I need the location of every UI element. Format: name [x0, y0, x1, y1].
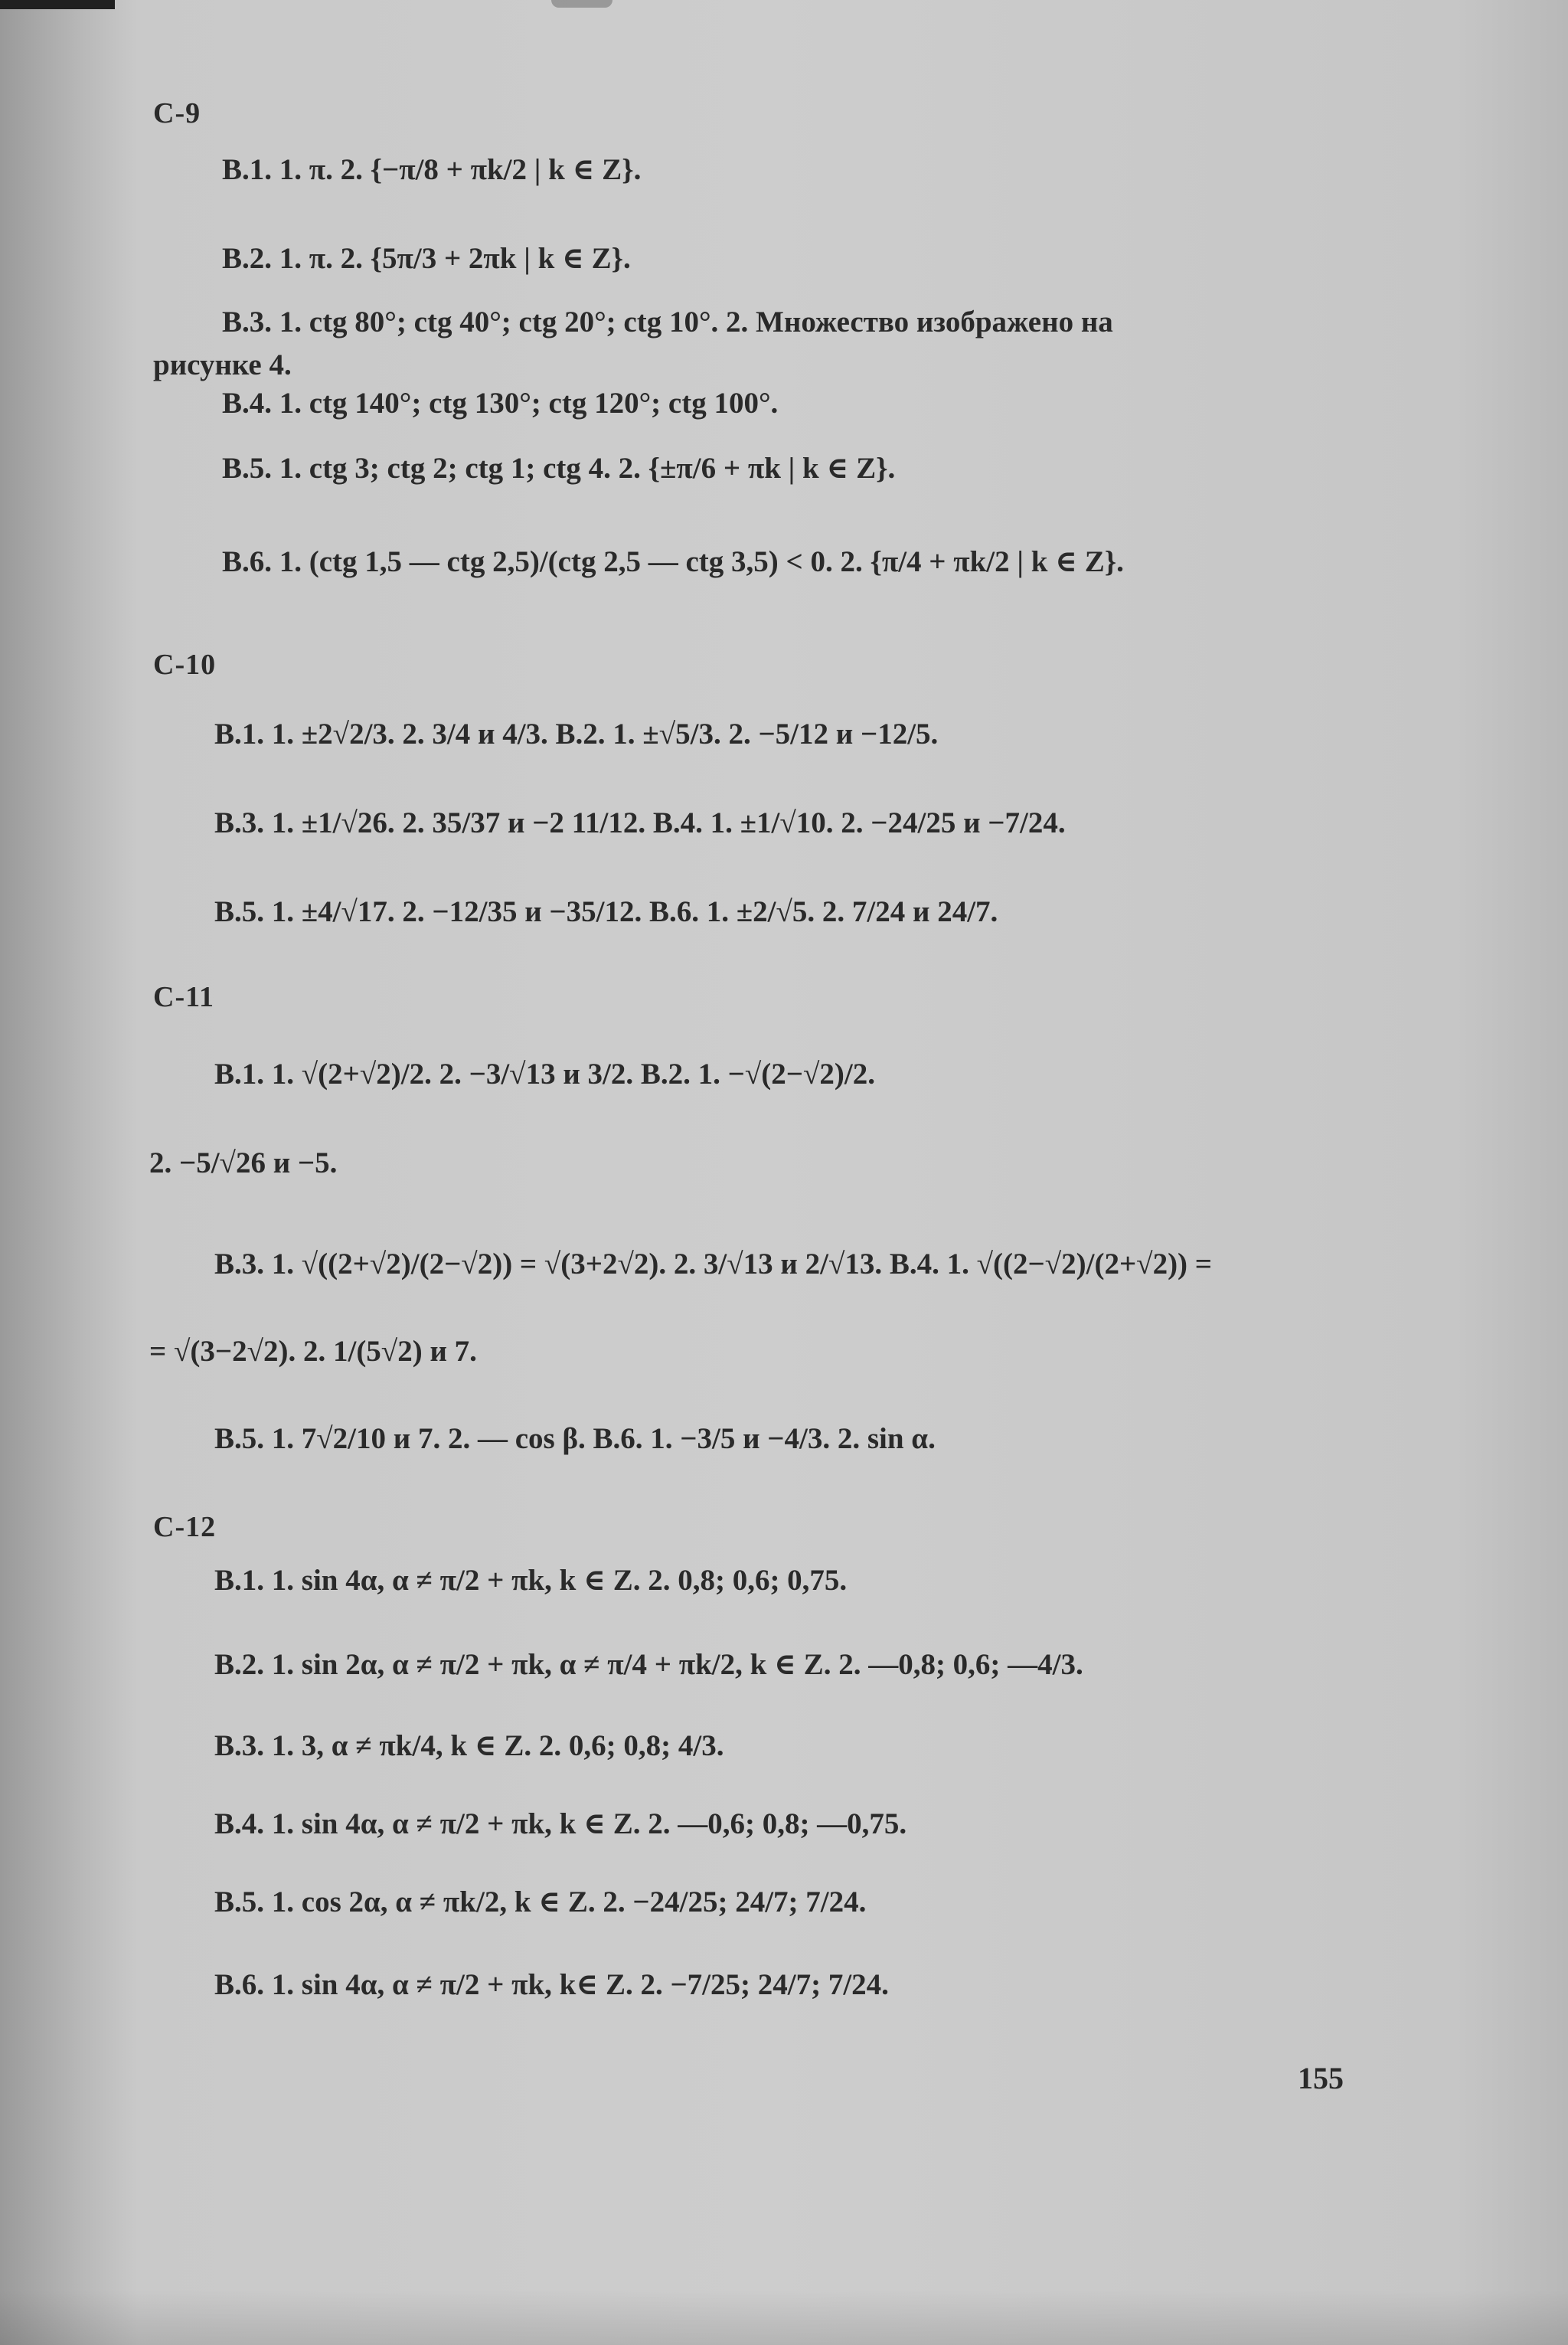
scan-edge-mark: [0, 0, 115, 9]
answer-line: [214, 895, 998, 929]
answer-line: [214, 1247, 1212, 1281]
answer-line: [214, 1884, 866, 1919]
answer-line: [214, 1728, 724, 1763]
answer-text: В.3. 1. ±1/√26. 2. 35/37 и −2 11/12. В.4. 1. ±1/√10. 2. −24/25 и −7/24.: [214, 806, 1066, 839]
section-heading-c9: С-9: [153, 97, 201, 129]
section-heading-c10: С-10: [153, 649, 217, 681]
answer-line: [222, 240, 631, 276]
answer-line: [214, 1806, 906, 1841]
page-number: 155: [1298, 2061, 1344, 2095]
answer-line: [214, 1967, 889, 2002]
answer-line: [222, 386, 778, 420]
answer-text: В.6. 1. sin 4α, α ≠ π/2 + πk, k∈ Z. 2. −7/25; 24/7; 7/24.: [214, 1968, 889, 2001]
answer-text: В.2. 1. π. 2. {5π/3 + 2πk | k ∈ Z}.: [222, 242, 631, 275]
answer-text: В.5. 1. 7√2/10 и 7. 2. — cos β. В.6. 1. −3/5 и −4/3. 2. sin α.: [214, 1422, 936, 1455]
answer-line: [222, 544, 1124, 579]
answer-line: [214, 806, 1066, 840]
answer-line: [214, 1562, 847, 1598]
answer-text: В.6. 1. (ctg 1,5 — ctg 2,5)/(ctg 2,5 — ctg 3,5) < 0. 2. {π/4 + πk/2 | k ∈ Z}.: [222, 545, 1124, 578]
answer-line: [214, 1057, 875, 1091]
answer-text: В.3. 1. 3, α ≠ πk/4, k ∈ Z. 2. 0,6; 0,8; 4/3.: [214, 1729, 724, 1762]
scan-smudge: [551, 0, 612, 8]
answer-text: В.1. 1. ±2√2/3. 2. 3/4 и 4/3. В.2. 1. ±√5/3. 2. −5/12 и −12/5.: [214, 718, 939, 751]
scan-shadow: [0, 2290, 1568, 2345]
answer-text: В.4. 1. sin 4α, α ≠ π/2 + πk, k ∈ Z. 2. —0,6; 0,8; —0,75.: [214, 1807, 907, 1840]
answer-text: В.3. 1. √((2+√2)/(2−√2)) = √(3+2√2). 2. 3/√13 и 2/√13. В.4. 1. √((2−√2)/(2+√2)) =: [214, 1248, 1213, 1280]
answer-text: В.1. 1. sin 4α, α ≠ π/2 + πk, k ∈ Z. 2. 0,8; 0,6; 0,75.: [214, 1564, 848, 1597]
answer-line: [222, 305, 1113, 339]
answer-text: В.3. 1. ctg 80°; ctg 40°; ctg 20°; ctg 10°. 2. Множество изображено на: [222, 306, 1113, 339]
answer-text: В.1. 1. π. 2. {−π/8 + πk/2 | k ∈ Z}.: [222, 153, 642, 186]
answer-line: [153, 348, 292, 382]
answer-text: 2. −5/√26 и −5.: [149, 1146, 338, 1179]
answer-text: В.4. 1. ctg 140°; ctg 130°; ctg 120°; ctg 100°.: [222, 387, 779, 420]
answer-text: рисунке 4.: [153, 348, 292, 381]
answer-line: [222, 450, 895, 486]
answer-text: = √(3−2√2). 2. 1/(5√2) и 7.: [149, 1335, 477, 1368]
answer-line: [149, 1146, 337, 1180]
answer-text: В.5. 1. ctg 3; ctg 2; ctg 1; ctg 4. 2. {±π/6 + πk | k ∈ Z}.: [222, 452, 896, 485]
answer-text: В.2. 1. sin 2α, α ≠ π/2 + πk, α ≠ π/4 + πk/2, k ∈ Z. 2. —0,8; 0,6; —4/3.: [214, 1648, 1083, 1681]
answer-line: [222, 152, 641, 187]
section-heading-c12: С-12: [153, 1511, 217, 1543]
answer-text: В.1. 1. √(2+√2)/2. 2. −3/√13 и 3/2. В.2. 1. −√(2−√2)/2.: [214, 1058, 875, 1091]
answer-line: [149, 1334, 477, 1369]
answer-text: В.5. 1. cos 2α, α ≠ πk/2, k ∈ Z. 2. −24/25; 24/7; 7/24.: [214, 1885, 867, 1918]
answer-line: [214, 1647, 1083, 1682]
answer-text: В.5. 1. ±4/√17. 2. −12/35 и −35/12. В.6. 1. ±2/√5. 2. 7/24 и 24/7.: [214, 895, 998, 928]
answer-line: [214, 717, 938, 751]
section-heading-c11: С-11: [153, 981, 214, 1013]
answer-line: [214, 1421, 936, 1456]
